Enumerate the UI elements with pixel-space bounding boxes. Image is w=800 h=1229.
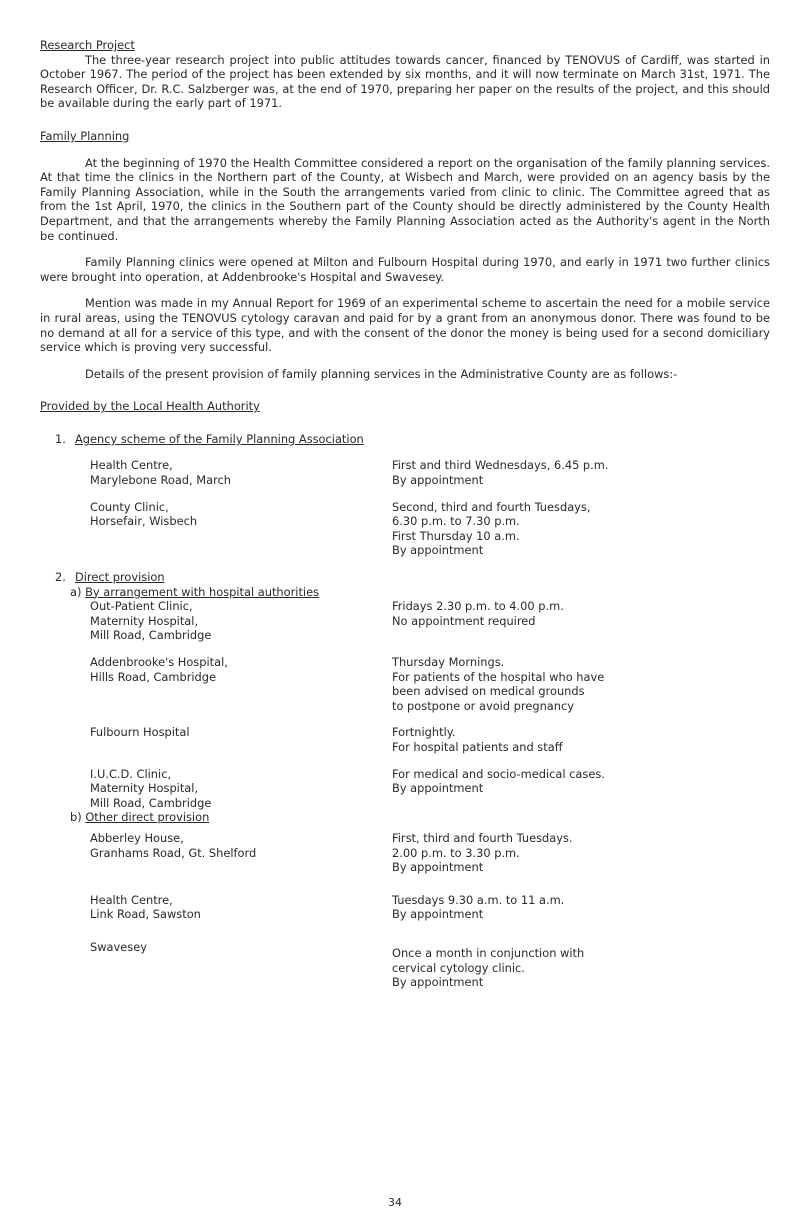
clinic-place-line: Hills Road, Cambridge: [90, 669, 217, 684]
clinic-place-line: I.U.C.D. Clinic,: [90, 766, 172, 781]
subsection-b-heading: [70, 810, 770, 825]
clinic-detail-line: By appointment: [392, 543, 484, 558]
clinic-place-line: Health Centre,: [90, 892, 173, 907]
clinic-place-line: Health Centre,: [90, 458, 173, 473]
clinic-detail-line: Fortnightly.: [392, 725, 456, 740]
family-paragraph-3: Mention was made in my Annual Report for 1969 of an experimental scheme to ascertain the need for a mobile service in rural areas, using the TENOVUS cytology caravan and paid for by a grant from an anonymous donor. There was found to be no demand at all for a service of this type, and with the consent of the donor the money is being used for a second domiciliary service which is proving very successful.: [40, 296, 770, 355]
clinic-detail-line: No appointment required: [392, 613, 536, 628]
section-1-heading: [55, 432, 770, 447]
clinic-place-line: Maternity Hospital,: [90, 781, 199, 796]
clinic-place-line: Mill Road, Cambridge: [90, 628, 212, 643]
clinic-entry: [90, 725, 770, 754]
clinic-detail-line: 2.00 p.m. to 3.30 p.m.: [392, 845, 520, 860]
clinic-place-line: Marylebone Road, March: [90, 473, 231, 488]
clinic-detail-line: to postpone or avoid pregnancy: [392, 698, 575, 713]
clinic-detail-line: By appointment: [392, 860, 484, 875]
clinic-place-line: Maternity Hospital,: [90, 613, 199, 628]
research-heading: Research Project: [40, 38, 135, 52]
clinic-place-line: Fulbourn Hospital: [90, 725, 190, 740]
subsection-a-heading: [70, 585, 770, 600]
section-2-title: Direct provision: [75, 570, 165, 585]
clinic-place-line: Abberley House,: [90, 830, 184, 845]
clinic-place-line: Addenbrooke's Hospital,: [90, 655, 228, 669]
provided-heading: Provided by the Local Health Authority: [40, 399, 260, 414]
section-1-number: 1.: [55, 431, 66, 446]
clinic-detail-line: 6.30 p.m. to 7.30 p.m.: [392, 514, 520, 529]
family-paragraph-1: At the beginning of 1970 the Health Committee considered a report on the organisation of the family planning services. At that time the clinics in the Northern part of the County, at Wisbech and March, were provided on an agency basis by the Family Planning Association, while in the South the arrangements varied from clinic to clinic. The Committee agreed that as from the 1st April, 1970, the clinics in the Southern part of the County should be directly administered by the County Health Department, and that the arrangements whereby the Family Planning Association acted as the Authority's agent in the North be continued.: [40, 155, 770, 243]
family-planning-heading: Family Planning: [40, 128, 130, 143]
clinic-place-line: Out-Patient Clinic,: [90, 599, 193, 614]
clinic-detail-line: Once a month in conjunction with: [392, 945, 585, 960]
clinic-detail-line: Tuesdays 9.30 a.m. to 11 a.m.: [392, 892, 565, 907]
document-page: [40, 38, 770, 990]
clinic-place-line: Granhams Road, Gt. Shelford: [90, 845, 257, 860]
subsection-a-label: a): [70, 584, 82, 599]
clinic-place-line: Horsefair, Wisbech: [90, 514, 198, 529]
section-1-title: Agency scheme of the Family Planning Association: [75, 431, 364, 446]
clinic-place-line: Mill Road, Cambridge: [90, 795, 212, 810]
clinic-entry: [90, 831, 770, 875]
clinic-detail-line: cervical cytology clinic.: [392, 960, 525, 975]
clinic-detail-line: First Thursday 10 a.m.: [392, 528, 520, 543]
section-2-heading: [55, 570, 770, 585]
clinic-detail-line: For patients of the hospital who have: [392, 669, 605, 684]
clinic-entry: [90, 599, 770, 643]
clinic-detail-line: Thursday Mornings.: [392, 655, 505, 669]
subsection-a-title: By arrangement with hospital authorities: [85, 584, 320, 599]
clinic-detail-line: For hospital patients and staff: [392, 739, 563, 754]
section-2-number: 2.: [55, 570, 66, 585]
clinic-detail-line: First and third Wednesdays, 6.45 p.m.: [392, 458, 609, 473]
subsection-b-title: Other direct provision: [85, 810, 210, 825]
research-paragraph: The three-year research project into public attitudes towards cancer, financed by TENOVUS of Cardiff, was started in October 1967. The period of the project has been extended by six months, and it will now terminate on March 31st, 1971. The Research Officer, Dr. R.C. Salzberger was, at the end of 1970, preparing her paper on the results of the project, and this should be available during the early part of 1971.: [40, 52, 770, 111]
clinic-entry: [90, 940, 770, 990]
clinic-entry: [90, 500, 770, 558]
clinic-detail-line: Second, third and fourth Tuesdays,: [392, 499, 591, 514]
subsection-b-label: b): [70, 810, 82, 825]
page-number: 34: [388, 1196, 402, 1209]
clinic-detail-line: By appointment: [392, 907, 484, 922]
clinic-entry: [90, 893, 770, 922]
clinic-entry: [90, 458, 770, 487]
clinic-detail-line: By appointment: [392, 781, 484, 796]
clinic-detail-line: By appointment: [392, 473, 484, 488]
family-paragraph-4: Details of the present provision of family planning services in the Administrative County are as follows:-: [85, 366, 678, 381]
clinic-detail-line: been advised on medical grounds: [392, 684, 585, 699]
clinic-detail-line: For medical and socio-medical cases.: [392, 766, 605, 781]
clinic-detail-line: By appointment: [392, 975, 484, 990]
clinic-entry: [90, 655, 770, 713]
family-paragraph-2: Family Planning clinics were opened at Milton and Fulbourn Hospital during 1970, and early in 1971 two further clinics were brought into operation, at Addenbrooke's Hospital and Swavesey.: [40, 255, 770, 284]
clinic-place-line: County Clinic,: [90, 499, 169, 514]
clinic-place-line: Swavesey: [90, 939, 147, 954]
clinic-detail-line: Fridays 2.30 p.m. to 4.00 p.m.: [392, 599, 564, 614]
clinic-entry: [90, 767, 770, 811]
clinic-detail-line: First, third and fourth Tuesdays.: [392, 830, 573, 845]
clinic-place-line: Link Road, Sawston: [90, 907, 201, 922]
